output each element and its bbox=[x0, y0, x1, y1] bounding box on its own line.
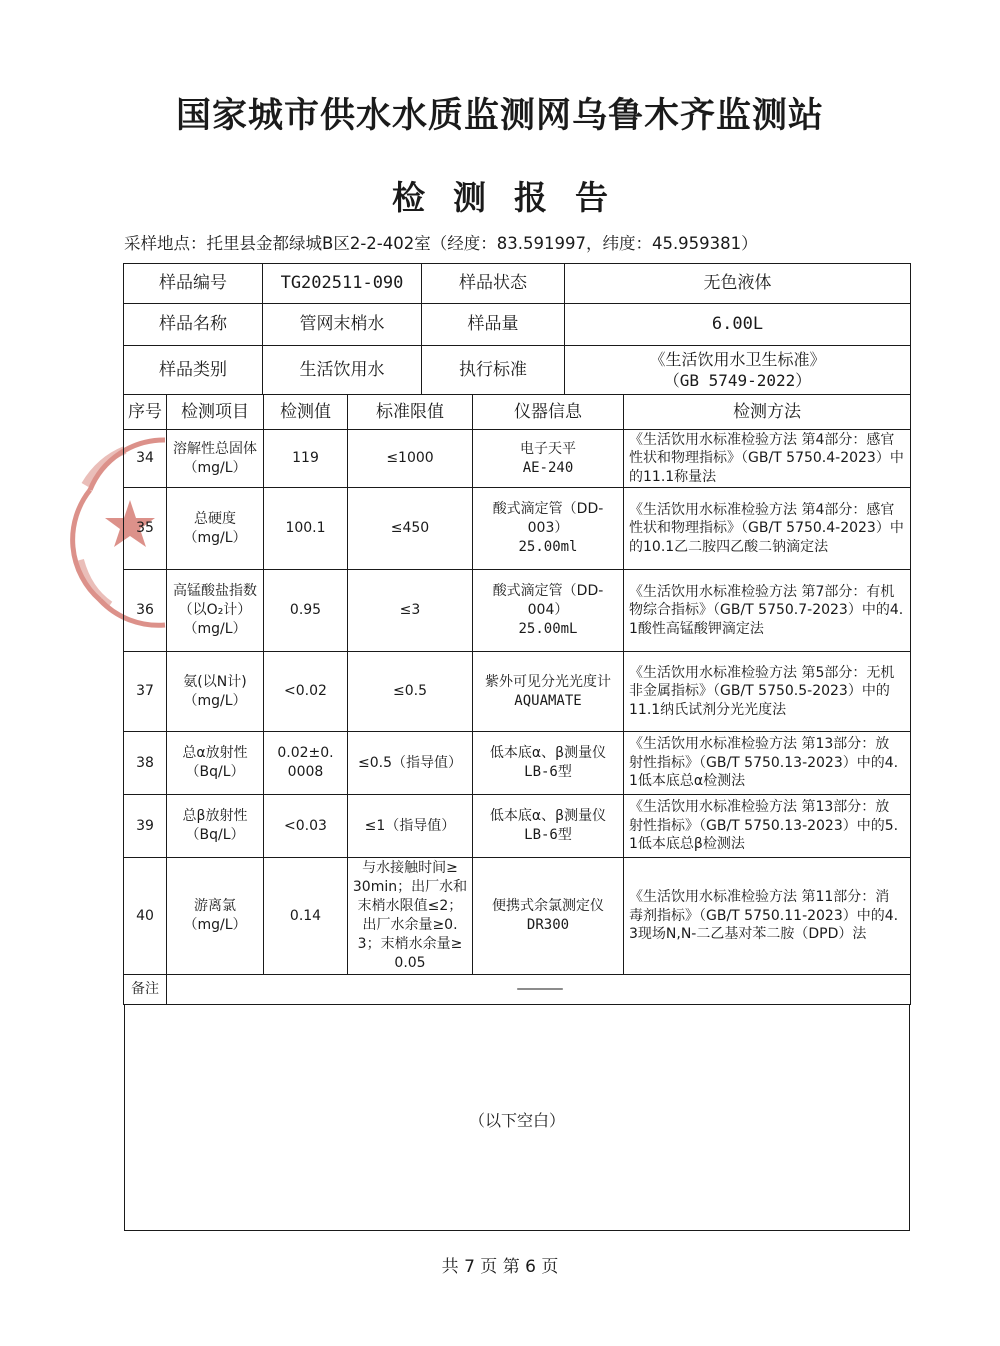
cell-value bbox=[264, 570, 348, 652]
cell-value bbox=[264, 430, 348, 488]
limit-line: 3；末梢水余量≥ bbox=[357, 936, 463, 952]
cell-instrument bbox=[473, 430, 624, 488]
item-line: （以O₂计） bbox=[178, 602, 252, 618]
method-line: 物综合指标》（GB/T 5750.7-2023）中的4. bbox=[629, 602, 904, 619]
cell-method bbox=[624, 795, 911, 858]
cell-value bbox=[264, 652, 348, 732]
instrument-line: LB-6型 bbox=[524, 764, 572, 780]
standard-value bbox=[565, 346, 911, 395]
method-line: 毒剂指标》（GB/T 5750.11-2023）中的4. bbox=[629, 907, 899, 924]
cell-item bbox=[167, 732, 264, 795]
method-line: 《生活饮用水标准检验方法 第11部分：消 bbox=[629, 889, 890, 906]
instrument-line: 25.00ml bbox=[518, 539, 578, 555]
table-row bbox=[124, 795, 911, 858]
page-footer: 共 7 页 第 6 页 bbox=[441, 1257, 559, 1277]
table-row bbox=[124, 858, 911, 975]
sample-no-value: TG202511-090 bbox=[263, 264, 422, 304]
method-line: 非金属指标》（GB/T 5750.5-2023）中的 bbox=[629, 683, 890, 700]
table-row bbox=[124, 732, 911, 795]
item-line: 总β放射性 bbox=[182, 808, 248, 824]
sample-info-table bbox=[123, 263, 911, 395]
method-line: 的11.1称量法 bbox=[629, 468, 717, 485]
cell-method bbox=[624, 488, 911, 570]
cell-value bbox=[264, 732, 348, 795]
report-title: 检测报告 bbox=[392, 178, 636, 217]
standard-label: 执行标准 bbox=[422, 346, 565, 395]
remarks-area bbox=[124, 1004, 910, 1231]
item-line: 总硬度 bbox=[194, 510, 236, 527]
cell-instrument bbox=[473, 488, 624, 570]
item-line: （mg/L） bbox=[183, 692, 247, 709]
limit-line: 30min；出厂水和 bbox=[352, 879, 468, 895]
cell-value bbox=[264, 795, 348, 858]
cell-value bbox=[264, 858, 348, 975]
item-line: 游离氯 bbox=[194, 898, 236, 914]
remarks-value bbox=[167, 975, 911, 1005]
cell-limit bbox=[348, 732, 473, 795]
method-line: 1低本底总β检测法 bbox=[629, 836, 745, 853]
instrument-line: LB-6型 bbox=[524, 827, 572, 843]
table-row bbox=[124, 488, 911, 570]
remarks-label: 备注 bbox=[124, 975, 167, 1005]
value-line: 0008 bbox=[287, 764, 324, 780]
remarks-dash: ———— bbox=[516, 981, 561, 997]
value-line: 0.02±0. bbox=[277, 745, 334, 761]
limit-line: ≤1000 bbox=[386, 450, 434, 466]
item-line: 氨(以N计) bbox=[183, 673, 247, 690]
method-line: 1酸性高锰酸钾滴定法 bbox=[629, 620, 764, 637]
item-line: （mg/L） bbox=[183, 529, 247, 546]
cell-method bbox=[624, 652, 911, 732]
item-line: （Bq/L） bbox=[185, 764, 245, 780]
instrument-line: AQUAMATE bbox=[514, 692, 582, 709]
method-line: 性状和物理指标》（GB/T 5750.4-2023）中 bbox=[629, 450, 904, 467]
value-line: 100.1 bbox=[285, 520, 326, 536]
cell-instrument bbox=[473, 570, 624, 652]
method-line: 的10.1乙二胺四乙酸二钠滴定法 bbox=[629, 538, 829, 555]
cell-instrument bbox=[473, 858, 624, 975]
category-value: 生活饮用水 bbox=[263, 346, 422, 395]
category-label: 样品类别 bbox=[124, 346, 263, 395]
limit-line: 末梢水限值≤2； bbox=[357, 898, 463, 914]
quantity-value: 6.00L bbox=[565, 304, 911, 346]
instrument-line: AE-240 bbox=[522, 459, 574, 476]
limit-line: 与水接触时间≥ bbox=[362, 860, 458, 876]
method-line: 《生活饮用水标准检验方法 第13部分：放 bbox=[629, 736, 890, 753]
quantity-label: 样品量 bbox=[422, 304, 565, 346]
instrument-line: 低本底α、β测量仪 bbox=[489, 745, 607, 761]
sample-no-label: 样品编号 bbox=[124, 264, 263, 304]
value-line: 0.95 bbox=[289, 602, 322, 618]
cell-limit bbox=[348, 652, 473, 732]
method-line: 《生活饮用水标准检验方法 第7部分：有机 bbox=[629, 583, 895, 600]
method-line: 3现场N,N-二乙基对苯二胺（DPD）法 bbox=[629, 926, 867, 943]
col-item: 检测项目 bbox=[167, 395, 264, 430]
method-line: 11.1纳氏试剂分光光度法 bbox=[629, 701, 787, 718]
organization-title: 国家城市供水水质监测网乌鲁木齐监测站 bbox=[175, 96, 824, 136]
cell-method bbox=[624, 732, 911, 795]
col-instrument: 仪器信息 bbox=[473, 395, 624, 430]
cell-seq: 38 bbox=[124, 732, 167, 795]
value-line: 119 bbox=[292, 450, 319, 466]
table-row bbox=[124, 430, 911, 488]
limit-line: ≤0.5 bbox=[393, 683, 427, 699]
state-label: 样品状态 bbox=[422, 264, 565, 304]
item-line: （mg/L） bbox=[183, 621, 247, 637]
cell-seq: 40 bbox=[124, 858, 167, 975]
cell-seq: 36 bbox=[124, 570, 167, 652]
cell-limit bbox=[348, 430, 473, 488]
method-line: 性状和物理指标》（GB/T 5750.4-2023）中 bbox=[629, 520, 904, 537]
cell-limit bbox=[348, 488, 473, 570]
instrument-line: 酸式滴定管（DD-004） bbox=[492, 583, 604, 618]
limit-line: ≤0.5（指导值） bbox=[358, 754, 462, 771]
cell-item bbox=[167, 858, 264, 975]
method-line: 《生活饮用水标准检验方法 第5部分：无机 bbox=[629, 664, 895, 681]
cell-item bbox=[167, 570, 264, 652]
instrument-line: 低本底α、β测量仪 bbox=[489, 808, 607, 824]
cell-item bbox=[167, 652, 264, 732]
limit-line: ≤450 bbox=[390, 520, 430, 536]
method-line: 1低本底总α检测法 bbox=[629, 773, 746, 790]
method-line: 《生活饮用水标准检验方法 第4部分：感官 bbox=[629, 501, 895, 518]
limit-line: 出厂水余量≥0. bbox=[362, 917, 458, 933]
col-value: 检测值 bbox=[264, 395, 348, 430]
cell-value bbox=[264, 488, 348, 570]
item-line: 溶解性总固体 bbox=[173, 440, 257, 457]
instrument-line: 紫外可见分光光度计 bbox=[485, 673, 611, 690]
table-row bbox=[124, 652, 911, 732]
value-line: 0.14 bbox=[289, 907, 322, 924]
instrument-line: DR300 bbox=[526, 917, 570, 933]
cell-limit bbox=[348, 795, 473, 858]
cell-seq: 37 bbox=[124, 652, 167, 732]
instrument-line: 电子天平 bbox=[520, 440, 576, 457]
remarks-row bbox=[124, 975, 911, 1005]
result-rows bbox=[124, 430, 911, 975]
cell-limit bbox=[348, 858, 473, 975]
sampling-location: 采样地点：托里县金都绿城B区2-2-402室（经度：83.591997，纬度：45.959381） bbox=[124, 234, 758, 253]
cell-seq: 34 bbox=[124, 430, 167, 488]
item-line: （mg/L） bbox=[183, 459, 247, 476]
cell-limit bbox=[348, 570, 473, 652]
cell-method bbox=[624, 570, 911, 652]
value-line: <0.03 bbox=[284, 817, 327, 834]
instrument-line: 25.00mL bbox=[518, 621, 578, 637]
cell-item bbox=[167, 430, 264, 488]
item-line: 高锰酸盐指数 bbox=[173, 583, 257, 599]
cell-instrument bbox=[473, 732, 624, 795]
item-line: （Bq/L） bbox=[185, 827, 245, 843]
method-line: 《生活饮用水标准检验方法 第13部分：放 bbox=[629, 799, 890, 816]
col-limit: 标准限值 bbox=[348, 395, 473, 430]
instrument-line: 酸式滴定管（DD-003） bbox=[492, 501, 604, 536]
cell-instrument bbox=[473, 795, 624, 858]
instrument-line: 便携式余氯测定仪 bbox=[492, 898, 604, 914]
value-line: <0.02 bbox=[284, 683, 327, 699]
cell-method bbox=[624, 430, 911, 488]
item-line: （mg/L） bbox=[183, 917, 247, 933]
name-label: 样品名称 bbox=[124, 304, 263, 346]
cell-method bbox=[624, 858, 911, 975]
standard-line-1: 《生活饮用水卫生标准》 bbox=[649, 350, 826, 369]
limit-line: ≤1（指导值） bbox=[364, 817, 456, 834]
standard-line-2: （GB 5749-2022） bbox=[663, 371, 812, 390]
cell-item bbox=[167, 488, 264, 570]
cell-item bbox=[167, 795, 264, 858]
limit-line: ≤3 bbox=[399, 602, 421, 618]
results-table bbox=[123, 394, 911, 1005]
name-value: 管网末梢水 bbox=[263, 304, 422, 346]
cell-seq: 39 bbox=[124, 795, 167, 858]
method-line: 射性指标》（GB/T 5750.13-2023）中的4. bbox=[629, 754, 899, 771]
table-row bbox=[124, 570, 911, 652]
limit-line: 0.05 bbox=[394, 955, 426, 971]
cell-seq: 35 bbox=[124, 488, 167, 570]
method-line: 《生活饮用水标准检验方法 第4部分：感官 bbox=[629, 431, 895, 448]
col-method: 检测方法 bbox=[624, 395, 911, 430]
blank-note: （以下空白） bbox=[468, 1111, 565, 1130]
table-header-row bbox=[124, 395, 911, 430]
method-line: 射性指标》（GB/T 5750.13-2023）中的5. bbox=[629, 817, 899, 834]
col-seq: 序号 bbox=[124, 395, 167, 430]
item-line: 总α放射性 bbox=[182, 745, 248, 761]
state-value: 无色液体 bbox=[565, 264, 911, 304]
cell-instrument bbox=[473, 652, 624, 732]
